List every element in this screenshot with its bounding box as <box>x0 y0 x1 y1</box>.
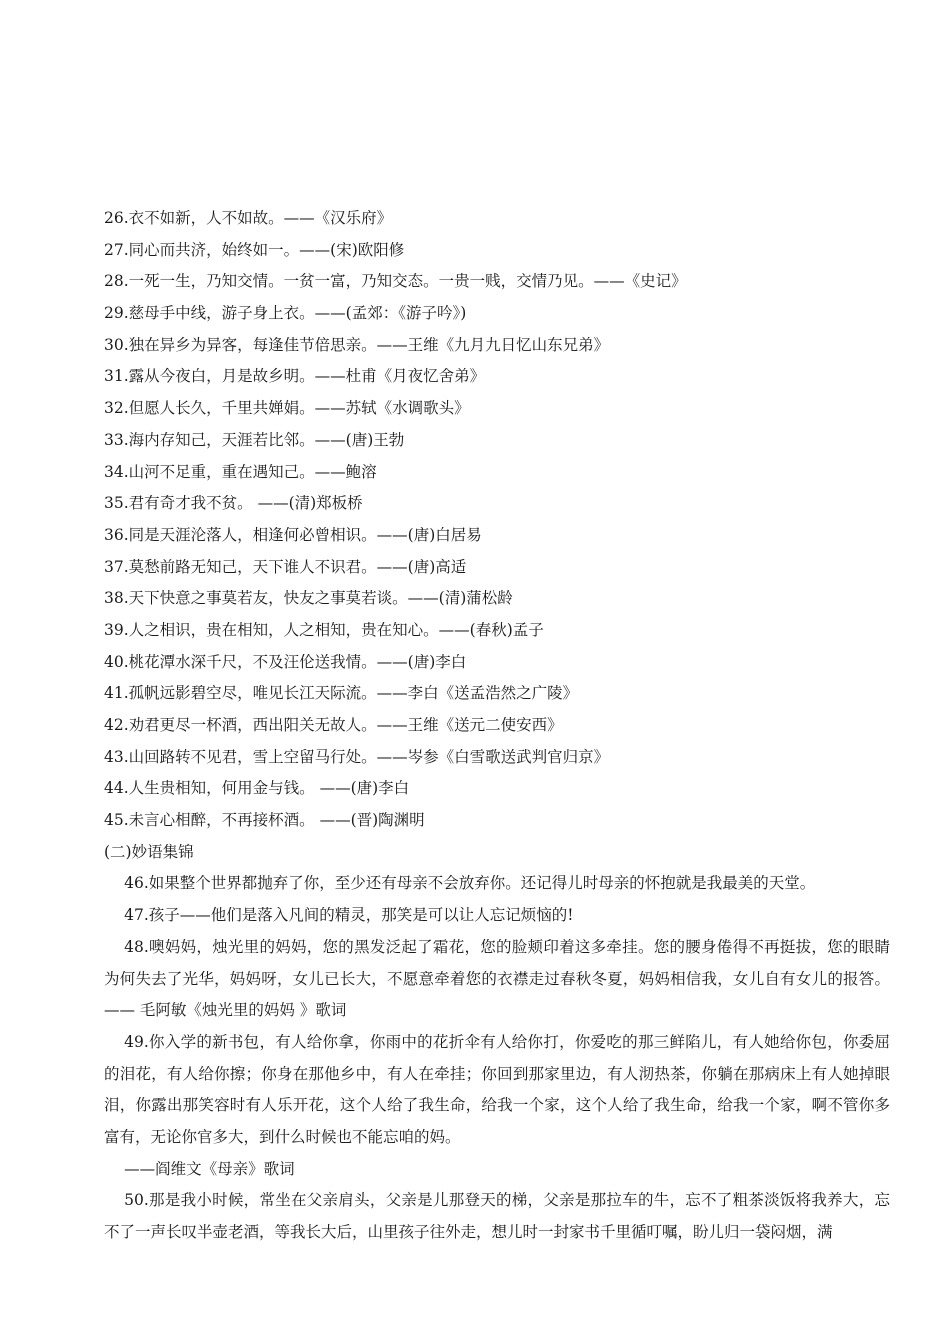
quote-29: 29.慈母手中线，游子身上衣。——(孟郊：《游子吟》) <box>104 304 467 323</box>
quote-37: 37.莫愁前路无知己，天下谁人不识君。——(唐)高适 <box>104 557 467 576</box>
quote-26: 26.衣不如新，人不如故。——《汉乐府》 <box>104 209 393 227</box>
quote-38: 38.天下快意之事莫若友，快友之事莫若谈。——(清)蒲松龄 <box>104 589 513 608</box>
document-body <box>104 203 890 1249</box>
quote-31: 31.露从今夜白，月是故乡明。——杜甫《月夜忆舍弟》 <box>104 367 486 386</box>
quote-36: 36.同是天涯沦落人，相逢何必曾相识。——(唐)白居易 <box>104 525 482 544</box>
quote-41: 41.孤帆远影碧空尽，唯见长江天际流。——李白《送孟浩然之广陵》 <box>104 684 579 703</box>
paragraph-46: 46.如果整个世界都抛弃了你，至少还有母亲不会放弃你。还记得儿时母亲的怀抱就是我最美的天堂。 <box>124 874 816 893</box>
section-heading: (二)妙语集锦 <box>104 842 194 861</box>
quote-34: 34.山河不足重，重在遇知己。——鲍溶 <box>104 462 377 481</box>
quote-42: 42.劝君更尽一杯酒，西出阳关无故人。——王维《送元二使安西》 <box>104 716 563 734</box>
paragraph-49: 49.你入学的新书包，有人给你拿，你雨中的花折伞有人给你打，你爱吃的那三鲜陷儿，有人她给你包，你委屈的泪花，有人给你擦；你身在那他乡中，有人在牵挂；你回到那家里边，有人沏热茶，你躺在那病床上有人她掉眼泪，你露出那笑容时有人乐开花，这个人给了我生命，给我一个家，这个人给了我生命，给我一个家，啊不管你多富有，无论你官多大，到什么时候也不能忘咱的妈。 <box>104 1032 890 1147</box>
paragraph-48: 48.噢妈妈，烛光里的妈妈，您的黑发泛起了霜花，您的脸颊印着这多牵挂。您的腰身倦得不再挺拔，您的眼睛为何失去了光华，妈妈呀，女儿已长大，不愿意牵着您的衣襟走过春秋冬夏，妈妈相信我，女儿自有女儿的报答。 —— 毛阿敏《烛光里的妈妈 》歌词 <box>104 937 890 1020</box>
quote-40: 40.桃花潭水深千尺，不及汪伦送我情。——(唐)李白 <box>104 652 467 671</box>
quote-43: 43.山回路转不见君，雪上空留马行处。——岑参《白雪歌送武判官归京》 <box>104 747 610 766</box>
paragraph-50: 50.那是我小时候，常坐在父亲肩头，父亲是儿那登天的梯，父亲是那拉车的牛，忘不了粗茶淡饭将我养大，忘不了一声长叹半壶老酒，等我长大后，山里孩子往外走，想儿时一封家书千里循叮嘱，盼儿归一袋闷烟，满 <box>104 1191 890 1242</box>
paragraph-47: 47.孩子——他们是落入凡间的精灵，那笑是可以让人忘记烦恼的! <box>124 906 574 925</box>
quote-45: 45.未言心相醉，不再接杯酒。 ——(晋)陶渊明 <box>104 811 425 830</box>
paragraph-49-source: ——阎维文《母亲》歌词 <box>124 1159 295 1178</box>
quote-33: 33.海内存知己，天涯若比邻。——(唐)王勃 <box>104 430 405 449</box>
quote-30: 30.独在异乡为异客，每逢佳节倍思亲。——王维《九月九日忆山东兄弟》 <box>104 335 610 354</box>
quote-32: 32.但愿人长久，千里共婵娟。——苏轼《水调歌头》 <box>104 399 470 418</box>
quote-44: 44.人生贵相知，何用金与钱。 ——(唐)李白 <box>104 779 410 798</box>
quote-35: 35.君有奇才我不贫。 ——(清)郑板桥 <box>104 494 363 513</box>
quote-28: 28.一死一生，乃知交情。一贫一富，乃知交态。一贵一贱，交情乃见。——《史记》 <box>104 272 687 291</box>
quote-27: 27.同心而共济，始终如一。——(宋)欧阳修 <box>104 240 405 259</box>
quote-39: 39.人之相识，贵在相知，人之相知，贵在知心。——(春秋)孟子 <box>104 620 544 639</box>
